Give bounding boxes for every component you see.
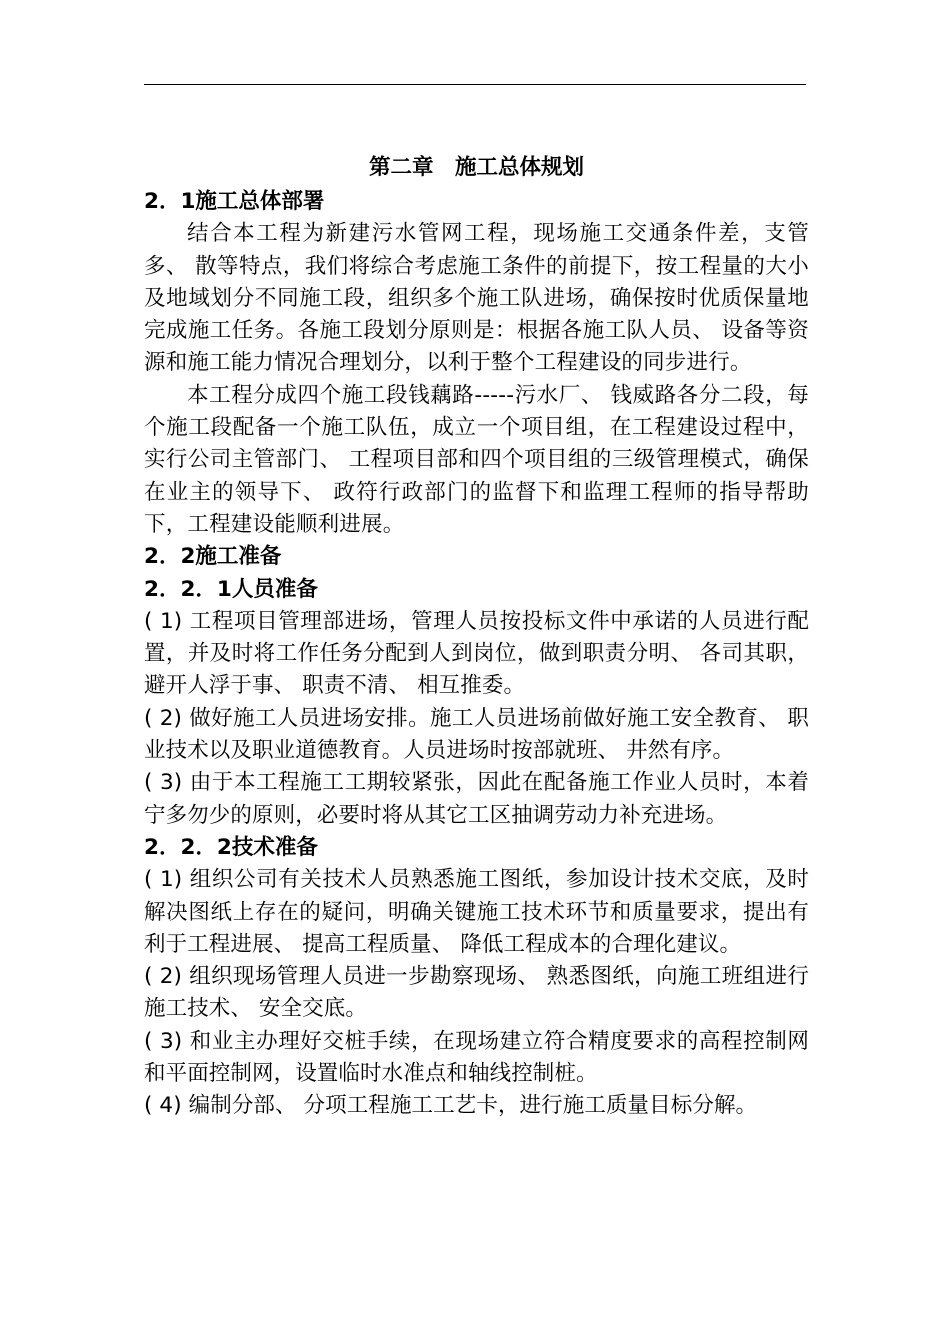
section-heading-2-2-1: 2．2．1人员准备 bbox=[144, 576, 318, 602]
paragraph: 结合本工程为新建污水管网工程，现场施工交通条件差，支管多、 散等特点，我们将综合考虑施工条件的前提下，按工程量的大小及地域划分不同施工段，组织多个施工队进场，确保按时优质保量地完成施工任务。各施工段划分原则是：根据各施工队人员、 设备等资源和施工能力情况合理划分，以利于整个工程建设的同步进行。 bbox=[144, 221, 809, 376]
paragraph: 本工程分成四个施工段钱藕路-----污水厂、 钱威路各分二段，每个施工段配备一个施工队伍，成立一个项目组，在工程建设过程中，实行公司主管部门、 工程项目部和四个项目组的三级管理模式，确保在业主的领导下、 政符行政部门的监督下和监理工程师的指导帮助下，工程建设能顺利进展。 bbox=[144, 382, 809, 537]
header-rule bbox=[144, 84, 806, 85]
list-item: ( 3) 由于本工程施工工期较紧张，因此在配备施工作业人员时，本着宁多勿少的原则，必要时将从其它工区抽调劳动力补充进场。 bbox=[144, 770, 809, 828]
list-item: ( 1) 组织公司有关技术人员熟悉施工图纸，参加设计技术交底，及时解决图纸上存在的疑问，明确关键施工技术环节和质量要求，提出有利于工程进展、 提高工程质量、 降低工程成本的合理化建议。 bbox=[144, 867, 809, 957]
section-heading-2-2-2: 2．2．2技术准备 bbox=[144, 834, 318, 860]
section-heading-2-1: 2．1施工总体部署 bbox=[144, 189, 325, 214]
document-body bbox=[144, 150, 809, 1123]
chapter-title: 第二章 施工总体规划 bbox=[368, 155, 584, 180]
list-item: ( 3) 和业主办理好交桩手续，在现场建立符合精度要求的高程控制网和平面控制网，设置临时水准点和轴线控制桩。 bbox=[144, 1028, 809, 1087]
list-item: ( 4) 编制分部、 分项工程施工工艺卡，进行施工质量目标分解。 bbox=[144, 1093, 758, 1119]
list-item: ( 2) 组织现场管理人员进一步勘察现场、 熟悉图纸，向施工班组进行施工技术、 安全交底。 bbox=[144, 964, 809, 1022]
list-item: ( 1) 工程项目管理部进场，管理人员按投标文件中承诺的人员进行配置，并及时将工作任务分配到人到岗位，做到职责分明、 各司其职，避开人浮于事、 职责不清、 相互推委。 bbox=[144, 608, 809, 699]
list-item: ( 2) 做好施工人员进场安排。施工人员进场前做好施工安全教育、 职业技术以及职业道德教育。人员进场时按部就班、 井然有序。 bbox=[144, 705, 809, 764]
section-heading-2-2: 2．2施工准备 bbox=[144, 544, 282, 570]
